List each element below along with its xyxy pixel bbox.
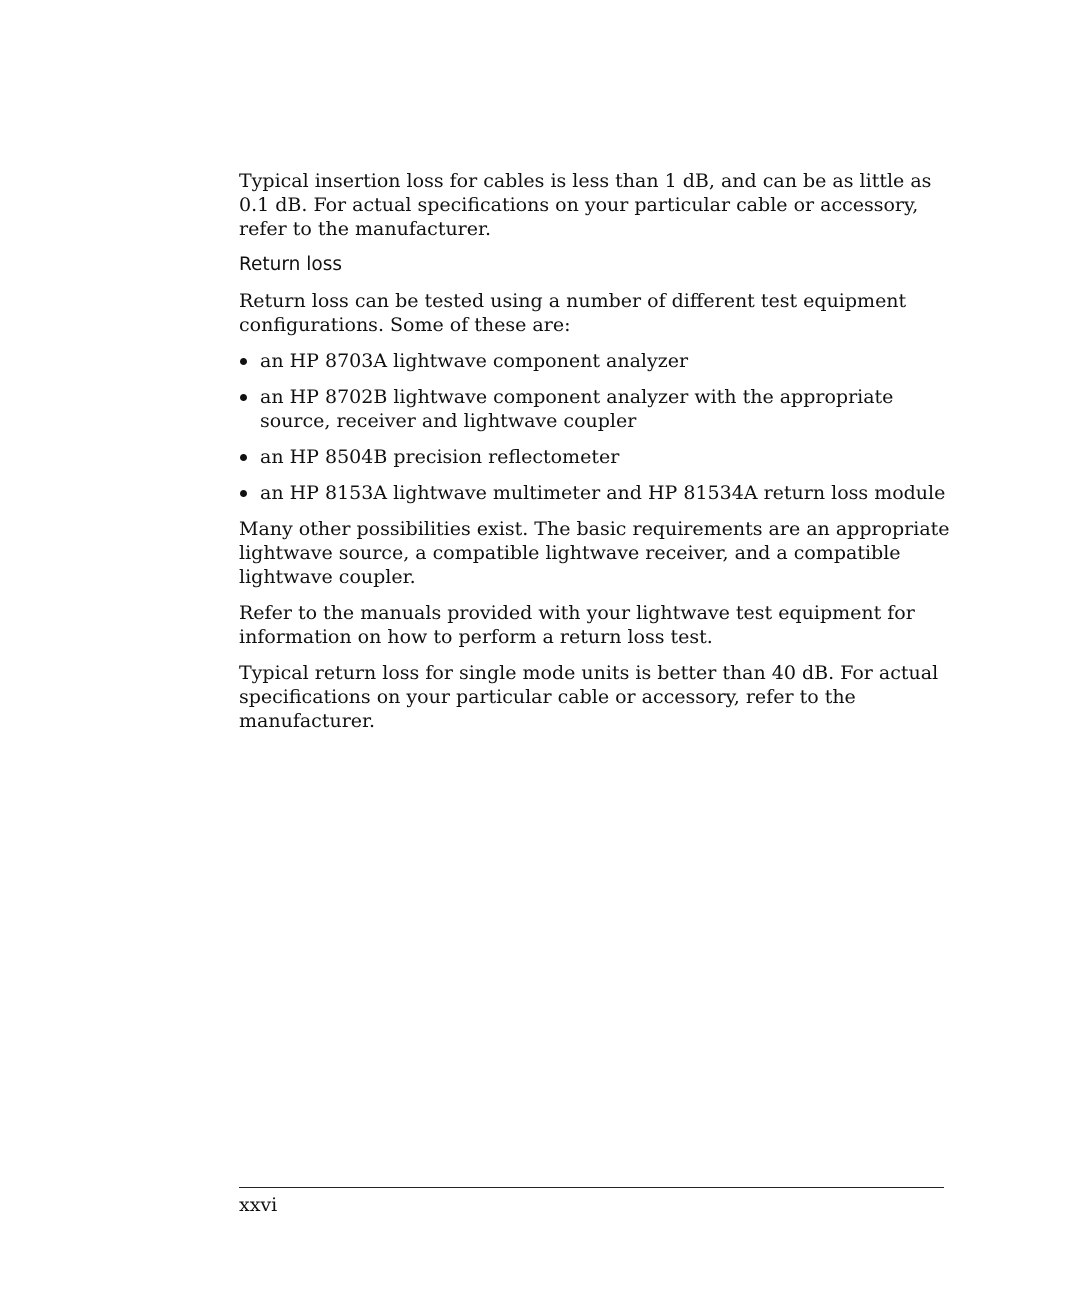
return-loss-intro-paragraph: Return loss can be tested using a number of different test equipment configurations. Some of these are: bbox=[239, 290, 907, 336]
typical-return-loss-paragraph: Typical return loss for single mode units is better than 40 dB. For actual specifications on your particular cable or accessory, refer to the manufacturer. bbox=[239, 662, 939, 732]
bullet-icon bbox=[240, 490, 247, 497]
insertion-loss-paragraph: Typical insertion loss for cables is less than 1 dB, and can be as little as 0.1 dB. For actual specifications on your particular cable or accessory, refer to the manufacturer. bbox=[239, 170, 932, 240]
list-item bbox=[239, 481, 951, 505]
list-item-text: an HP 8703A lightwave component analyzer bbox=[260, 350, 689, 372]
footer-divider bbox=[239, 1187, 944, 1188]
bullet-icon bbox=[240, 358, 247, 365]
list-item bbox=[239, 445, 951, 469]
equipment-list bbox=[239, 349, 951, 505]
bullet-icon bbox=[240, 454, 247, 461]
list-item-text: an HP 8702B lightwave component analyzer with the appropriate source, receiver and lightwave coupler bbox=[260, 386, 894, 432]
list-item bbox=[239, 385, 951, 433]
bullet-icon bbox=[240, 394, 247, 401]
list-item bbox=[239, 349, 951, 373]
page-body bbox=[239, 169, 951, 745]
manuals-paragraph: Refer to the manuals provided with your lightwave test equipment for information on how to perform a return loss test. bbox=[239, 602, 915, 648]
list-item-text: an HP 8504B precision reflectometer bbox=[260, 446, 620, 468]
section-heading-return-loss: Return loss bbox=[239, 254, 343, 275]
list-item-text: an HP 8153A lightwave multimeter and HP 81534A return loss module bbox=[260, 482, 946, 504]
possibilities-paragraph: Many other possibilities exist. The basic requirements are an appropriate lightwave source, a compatible lightwave receiver, and a compatible lightwave coupler. bbox=[239, 518, 950, 588]
page-number: xxvi bbox=[239, 1194, 278, 1216]
